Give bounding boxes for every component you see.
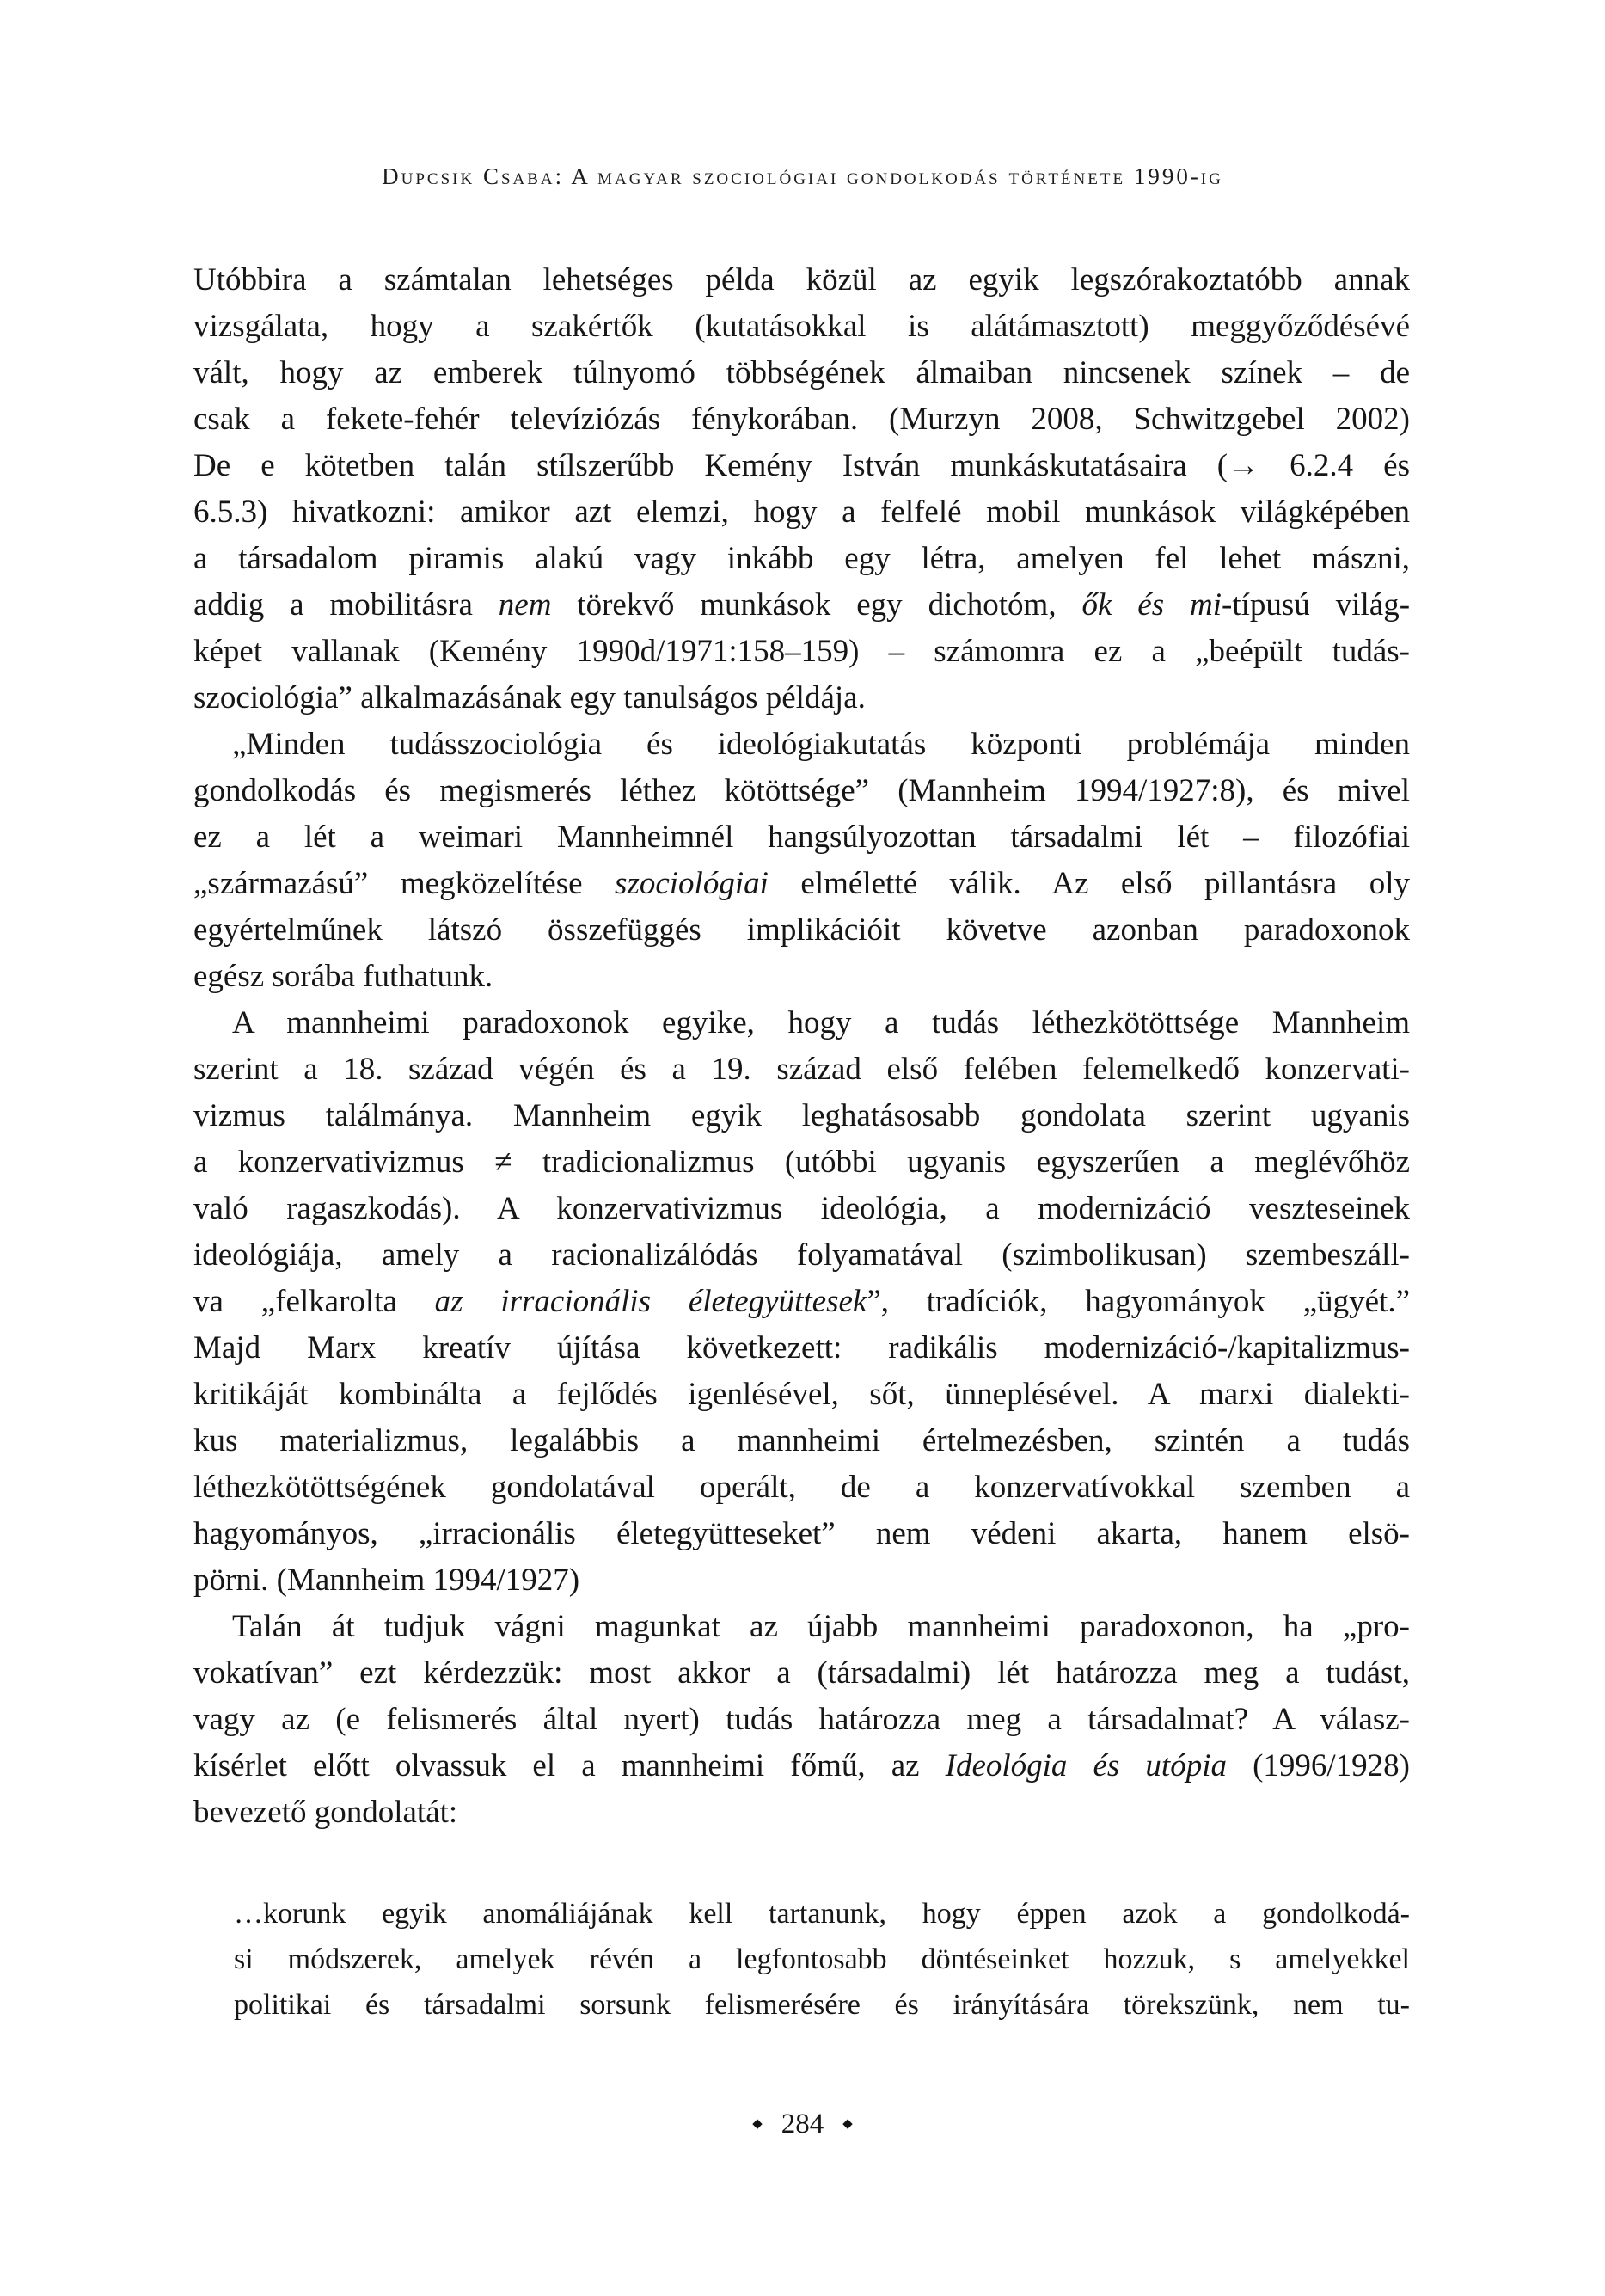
paragraph <box>193 1604 1410 1836</box>
text-run: vizsgálata, hogy a szakértők (kutatásokkal is alátámasztott) meggyőződésévé <box>193 309 1410 344</box>
text-line <box>193 1650 1410 1697</box>
text-run: egész sorába futhatunk. <box>193 959 493 994</box>
text-line <box>193 1047 1410 1093</box>
text-run: törekvő munkások egy dichotóm, <box>551 587 1082 623</box>
text-run: 6.5.3) hivatkozni: amikor azt elemzi, hogy a felfelé mobil munkások világképében <box>193 494 1410 530</box>
paragraph <box>193 1000 1410 1604</box>
text-run: (1996/1928) <box>1226 1748 1410 1783</box>
text-run: -típusú világ- <box>1222 587 1411 623</box>
text-line <box>193 1000 1410 1047</box>
text-line <box>193 489 1410 536</box>
text-line <box>193 443 1410 489</box>
text-line <box>193 1139 1410 1186</box>
text-line <box>193 257 1410 304</box>
text-run: ez a lét a weimari Mannheimnél hangsúlyozottan társadalmi lét – filozófiai <box>193 820 1410 855</box>
text-run: a társadalom piramis alakú vagy inkább egy létra, amelyen fel lehet mászni, <box>193 541 1410 576</box>
text-run: Utóbbira a számtalan lehetséges példa közül az egyik legszórakoztatóbb annak <box>193 262 1410 298</box>
text-run: szerint a 18. század végén és a 19. század első felében felemelkedő konzervati- <box>193 1052 1410 1087</box>
text-run: pörni. (Mannheim 1994/1927) <box>193 1562 580 1598</box>
text-run: ”, tradíciók, hagyományok „ügyét.” <box>867 1284 1411 1319</box>
text-line <box>193 1604 1410 1650</box>
text-run: képet vallanak (Kemény 1990d/1971:158–159) – számomra ez a „beépült tudás- <box>193 634 1410 669</box>
page-number: 284 <box>781 2109 824 2139</box>
text-run: A mannheimi paradoxonok egyike, hogy a tudás léthezkötöttsége Mannheim <box>232 1005 1410 1041</box>
diamond-bullet-right: ◆ <box>842 2117 853 2131</box>
text-run: addig a mobilitásra <box>193 587 499 623</box>
diamond-bullet-left: ◆ <box>752 2117 763 2131</box>
italic-text-run: ők és mi <box>1081 587 1222 623</box>
text-line <box>193 1186 1410 1232</box>
text-line <box>193 1697 1410 1743</box>
paragraph <box>193 721 1410 1000</box>
italic-text-run: Ideológia és utópia <box>945 1748 1227 1783</box>
text-line <box>193 582 1410 629</box>
text-line <box>193 814 1410 861</box>
text-run: „származású” megközelítése <box>193 866 616 901</box>
text-line <box>193 1232 1410 1279</box>
text-line <box>193 1279 1410 1325</box>
text-line <box>234 1982 1410 2028</box>
text-run: a konzervativizmus ≠ tradicionalizmus (utóbbi ugyanis egyszerűen a meglévőhöz <box>193 1145 1410 1180</box>
text-line <box>234 1891 1410 1937</box>
text-run: vagy az (e felismerés által nyert) tudás határozza meg a társadalmat? A válasz- <box>193 1702 1410 1737</box>
running-head: Dupcsik Csaba: A magyar szociológiai gondolkodás története 1990-ig <box>382 163 1223 189</box>
text-run: si módszerek, amelyek révén a legfontosabb döntéseinket hozzuk, s amelyekkel <box>234 1943 1410 1975</box>
text-line <box>193 1557 1410 1604</box>
text-run: De e kötetben talán stílszerűbb Kemény István munkáskutatásaira (→ 6.2.4 és <box>193 448 1410 483</box>
text-run: kus materializmus, legalábbis a mannheimi értelmezésben, szintén a tudás <box>193 1423 1410 1458</box>
text-run: csak a fekete-fehér televíziózás fénykorában. (Murzyn 2008, Schwitzgebel 2002) <box>193 402 1410 437</box>
text-run: „Minden tudásszociológia és ideológiakutatás központi problémája minden <box>232 727 1410 762</box>
italic-text-run: nem <box>498 587 552 623</box>
text-line <box>193 1511 1410 1557</box>
text-line <box>193 1372 1410 1418</box>
text-run: való ragaszkodás). A konzervativizmus ideológia, a modernizáció veszteseinek <box>193 1191 1410 1226</box>
italic-text-run: szociológiai <box>615 866 769 901</box>
text-line <box>193 1790 1410 1836</box>
text-run: vált, hogy az emberek túlnyomó többségének álmaiban nincsenek színek – de <box>193 355 1410 390</box>
text-line <box>193 768 1410 814</box>
text-line <box>193 536 1410 582</box>
text-line <box>193 629 1410 675</box>
paragraph <box>193 257 1410 721</box>
text-run: kísérlet előtt olvassuk el a mannheimi főmű, az <box>193 1748 946 1783</box>
text-line <box>193 1418 1410 1464</box>
text-line <box>193 954 1410 1000</box>
text-line <box>193 396 1410 443</box>
text-run: elméletté válik. Az első pillantásra oly <box>768 866 1410 901</box>
text-run: léthezkötöttségének gondolatával operált, de a konzervatívokkal szemben a <box>193 1470 1410 1505</box>
text-run: szociológia” alkalmazásának egy tanulságos példája. <box>193 680 866 715</box>
text-line <box>193 1093 1410 1139</box>
text-run: vizmus találmánya. Mannheim egyik leghatásosabb gondolata szerint ugyanis <box>193 1098 1410 1133</box>
text-run: Talán át tudjuk vágni magunkat az újabb mannheimi paradoxonon, ha „pro- <box>232 1609 1410 1644</box>
text-line <box>193 1464 1410 1511</box>
text-run: politikai és társadalmi sorsunk felismerésére és irányítására törekszünk, nem tu- <box>234 1989 1410 2021</box>
text-line <box>193 1743 1410 1790</box>
text-line <box>193 1325 1410 1372</box>
text-line <box>193 675 1410 721</box>
text-run: gondolkodás és megismerés léthez kötöttsége” (Mannheim 1994/1927:8), és mivel <box>193 773 1410 808</box>
text-run: bevezető gondolatát: <box>193 1795 458 1830</box>
text-line <box>193 907 1410 954</box>
text-line <box>193 861 1410 907</box>
body-text <box>193 257 1410 2057</box>
text-line <box>193 721 1410 768</box>
text-run: kritikáját kombinálta a fejlődés igenlésével, sőt, ünneplésével. A marxi dialekti- <box>193 1377 1410 1412</box>
text-line <box>234 1937 1410 1982</box>
text-run: Majd Marx kreatív újítása következett: radikális modernizáció-/kapitalizmus- <box>193 1330 1410 1366</box>
text-run: egyértelműnek látszó összefüggés implikációit követve azonban paradoxonok <box>193 912 1410 948</box>
text-line <box>193 304 1410 350</box>
text-run: va „felkarolta <box>193 1284 435 1319</box>
text-run: vokatívan” ezt kérdezzük: most akkor a (társadalmi) lét határozza meg a tudást, <box>193 1655 1410 1691</box>
text-run: …korunk egyik anomáliájának kell tartanunk, hogy éppen azok a gondolkodá- <box>234 1898 1410 1930</box>
text-run: hagyományos, „irracionális életegyütteseket” nem védeni akarta, hanem elsö- <box>193 1516 1410 1551</box>
text-run: ideológiája, amely a racionalizálódás folyamatával (szimbolikusan) szembeszáll- <box>193 1237 1410 1273</box>
block-quote <box>234 1891 1410 2028</box>
italic-text-run: az irracionális életegyüttesek <box>434 1284 867 1319</box>
page-number-footer <box>0 2109 1605 2140</box>
text-line <box>193 350 1410 396</box>
